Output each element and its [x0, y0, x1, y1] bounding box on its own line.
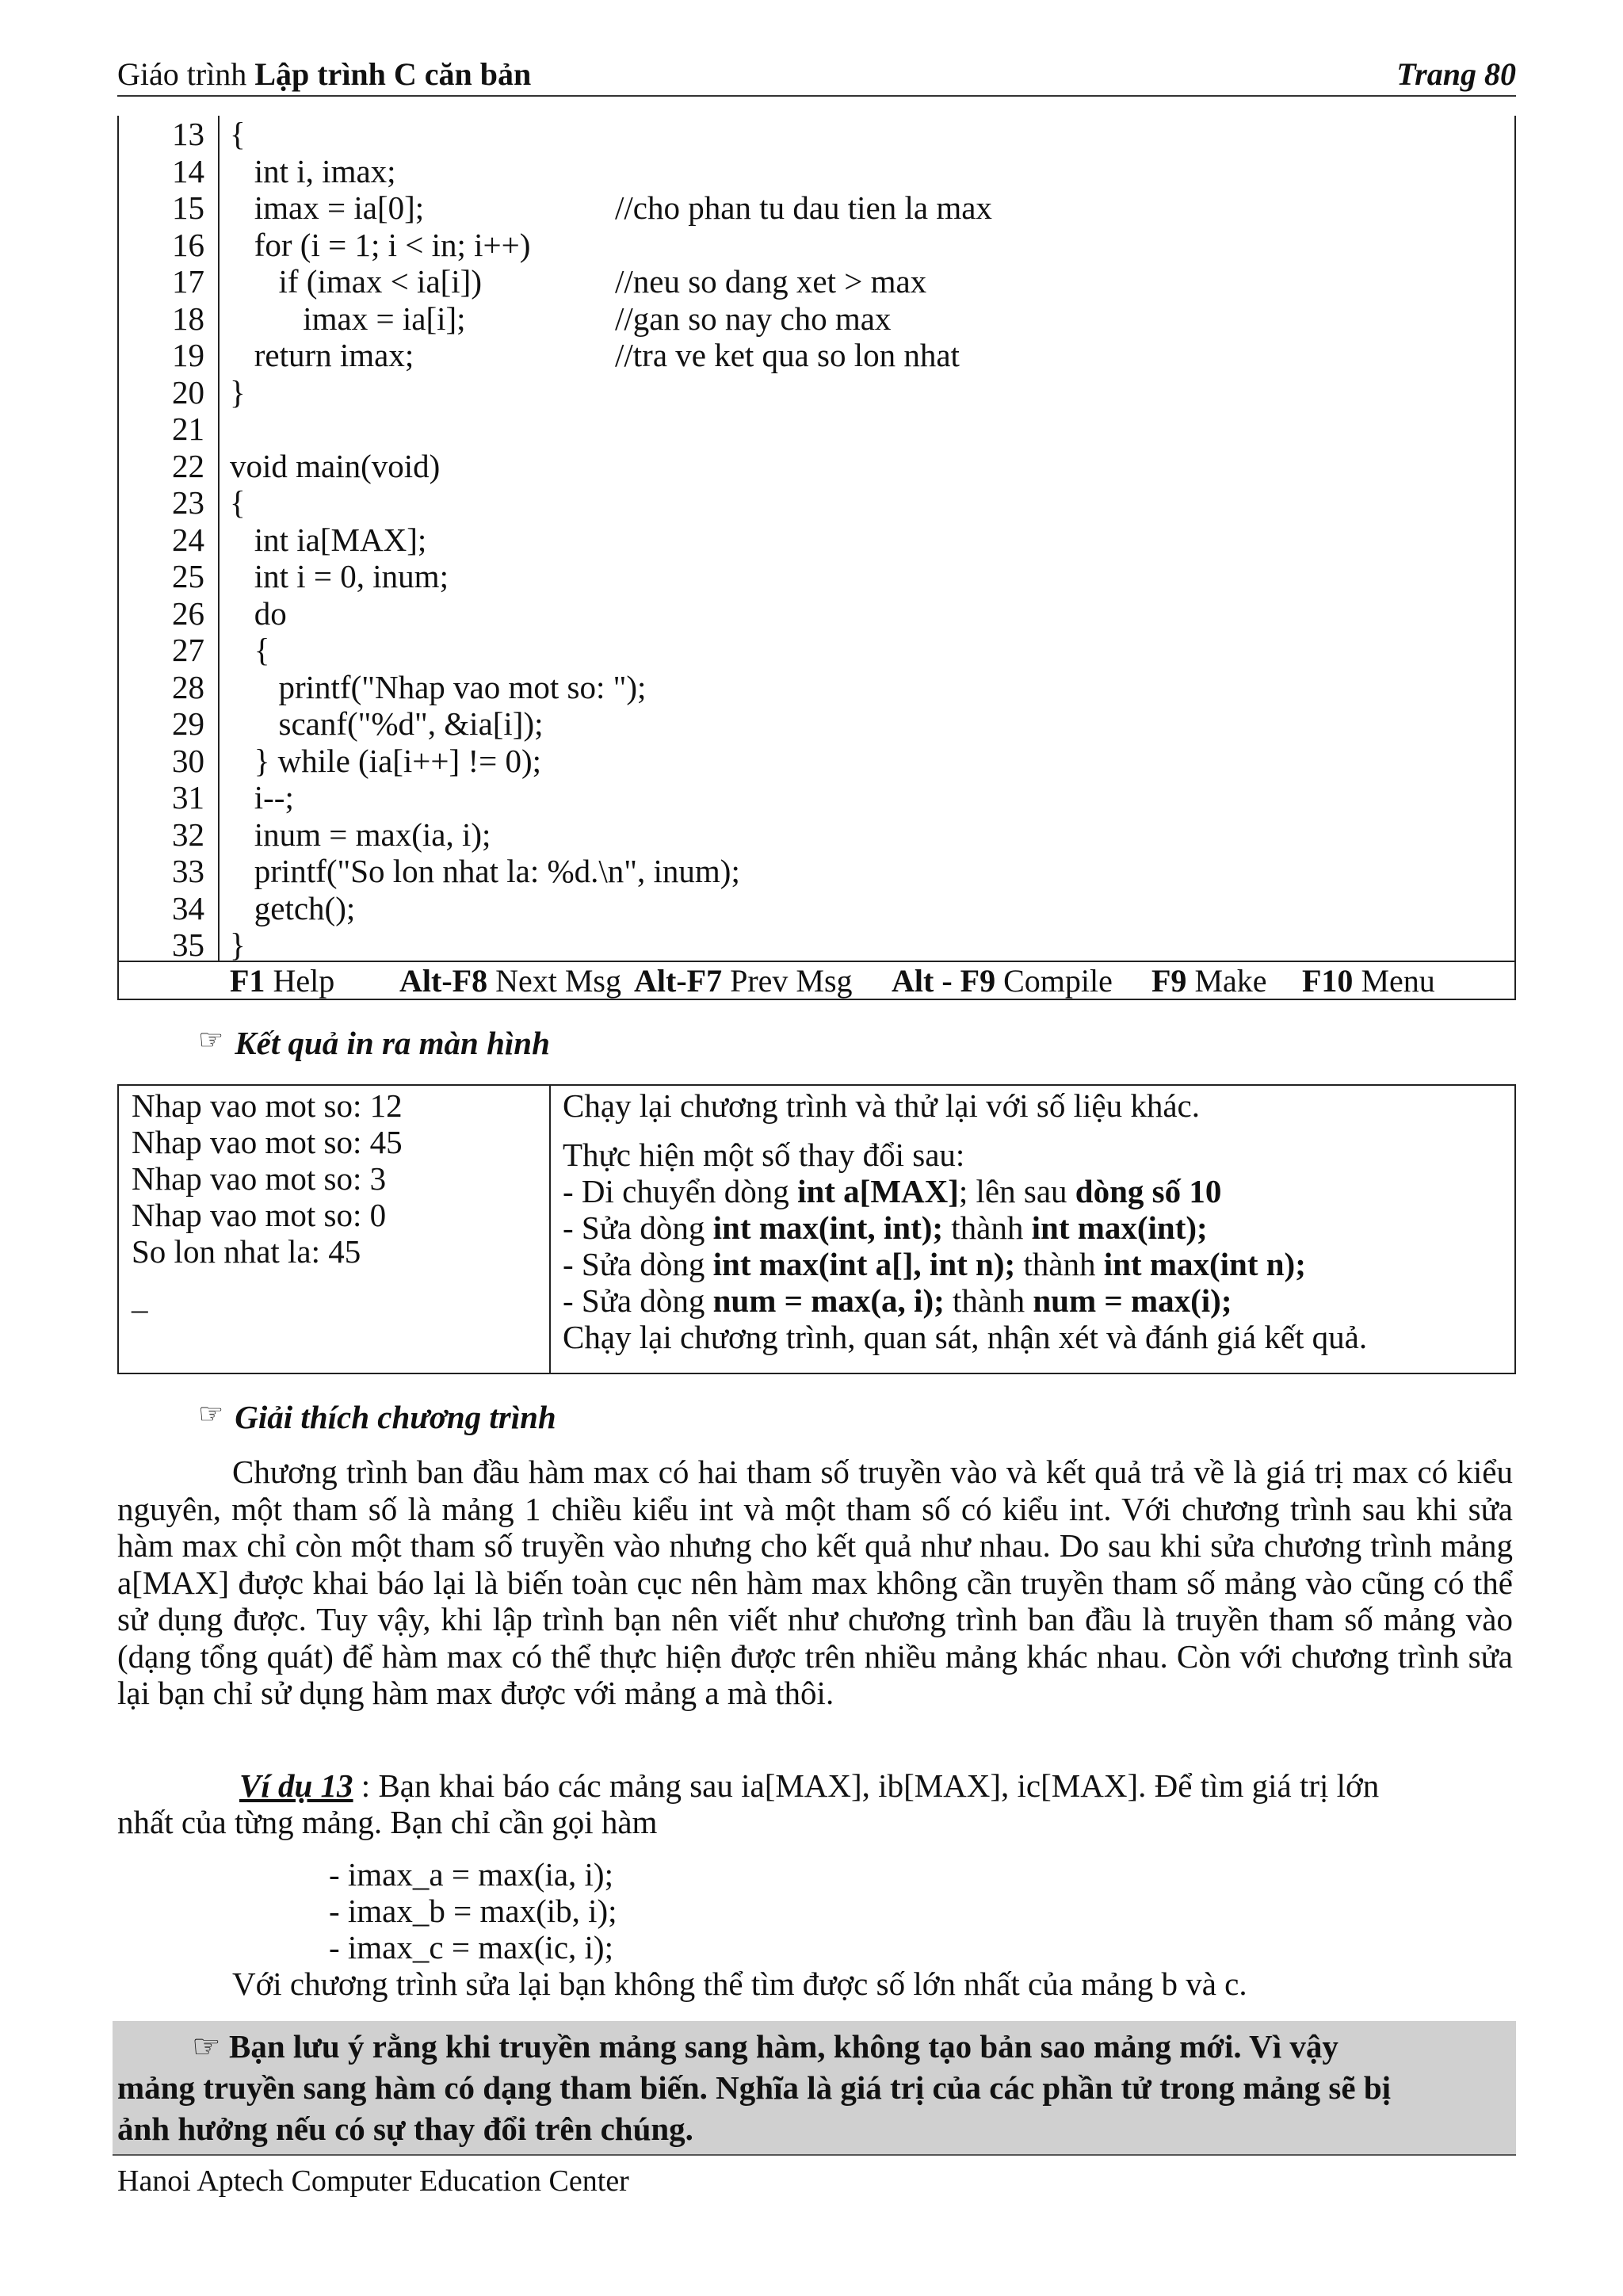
instr-text: thành: [1015, 1246, 1104, 1282]
line-number: 27: [172, 632, 204, 668]
instr-code: num = max(i);: [1033, 1282, 1232, 1319]
code-line: [119, 153, 1514, 190]
note-line-3: ảnh hưởng nếu có sự thay đổi trên chúng.: [117, 2111, 693, 2147]
line-number: 22: [172, 447, 204, 484]
code-line: [119, 189, 1514, 227]
code-text: scanf("%d", &ia[i]);: [230, 705, 544, 742]
code-line: [119, 632, 1514, 669]
code-comment: //gan so nay cho max: [615, 300, 892, 337]
status-f9: [1151, 962, 1267, 1000]
output-line: So lon nhat la: 45: [132, 1233, 361, 1270]
note-line-1: [192, 2026, 1338, 2067]
status-f10: [1302, 962, 1435, 1000]
instruction-item: [563, 1246, 1306, 1282]
code-text: {: [230, 632, 270, 668]
code-line: [119, 558, 1514, 595]
code-line: [119, 853, 1514, 890]
code-line: [119, 411, 1514, 448]
pointing-hand-icon: ☞: [198, 1024, 224, 1056]
pointing-hand-icon: ☞: [198, 1398, 224, 1430]
code-text: int i, imax;: [230, 152, 396, 189]
page-footer: Hanoi Aptech Computer Education Center: [117, 2164, 629, 2198]
code-line: [119, 263, 1514, 300]
code-line: [119, 816, 1514, 854]
instr-text: thành: [944, 1282, 1033, 1319]
code-text: } while (ia[i++] != 0);: [230, 742, 542, 779]
code-line: [119, 595, 1514, 632]
code-text: printf("So lon nhat la: %d.\n", inum);: [230, 853, 740, 889]
code-comment: //neu so dang xet > max: [615, 263, 927, 300]
instr-code: int max(int);: [1031, 1209, 1208, 1246]
code-line: [119, 926, 1514, 964]
code-text: {: [230, 484, 246, 521]
code-text: imax = ia[i];: [230, 300, 466, 337]
output-line: Nhap vao mot so: 0: [132, 1197, 387, 1233]
status-key: Alt-F8: [399, 963, 488, 999]
code-line: [119, 300, 1514, 338]
example-call: - imax_a = max(ia, i);: [329, 1856, 613, 1893]
line-number: 35: [172, 926, 204, 963]
example-call: - imax_c = max(ic, i);: [329, 1929, 613, 1966]
code-text: i--;: [230, 779, 294, 816]
instr-code: dòng số 10: [1075, 1173, 1222, 1209]
line-number: 28: [172, 668, 204, 705]
line-number: 34: [172, 889, 204, 926]
line-number: 18: [172, 300, 204, 337]
result-table: [117, 1084, 1516, 1374]
instruction-end: Chạy lại chương trình, quan sát, nhận xét và đánh giá kết quả.: [563, 1319, 1368, 1355]
instr-text: - Sửa dòng: [563, 1209, 713, 1246]
instruction-item: [563, 1282, 1232, 1319]
example-heading: [239, 1767, 1379, 1804]
book-title: [117, 54, 531, 95]
status-key: Alt-F7: [634, 963, 723, 999]
status-label: Help: [265, 963, 335, 999]
code-text: do: [230, 594, 287, 632]
code-line: [119, 779, 1514, 816]
pointing-hand-icon: ☞: [192, 2028, 221, 2065]
line-number: 19: [172, 337, 204, 373]
status-label: Next Msg: [487, 963, 621, 999]
instr-code: int max(int, int);: [712, 1209, 944, 1246]
status-label: Menu: [1353, 963, 1435, 999]
line-number: 26: [172, 594, 204, 632]
status-label: Compile: [995, 963, 1113, 999]
status-key: Alt - F9: [892, 963, 996, 999]
line-number: 24: [172, 521, 204, 558]
code-line: [119, 521, 1514, 559]
example-text: : Bạn khai báo các mảng sau ia[MAX], ib[MAX], ic[MAX]. Để tìm giá trị lớn: [353, 1767, 1380, 1804]
instruction-rerun: Chạy lại chương trình và thử lại với số liệu khác.: [563, 1087, 1201, 1124]
code-text: return imax;: [230, 337, 414, 373]
instr-text: ; lên sau: [958, 1173, 1075, 1209]
code-line: [119, 484, 1514, 521]
code-text: if (imax < ia[i]): [230, 263, 482, 300]
line-number: 31: [172, 779, 204, 816]
status-key: F10: [1302, 963, 1354, 999]
result-title-text: Kết quả in ra màn hình: [235, 1025, 550, 1061]
line-number: 13: [172, 116, 204, 152]
ide-status-bar: [119, 961, 1514, 1000]
instruction-item: [563, 1209, 1208, 1246]
code-text: void main(void): [230, 447, 441, 484]
code-text: int i = 0, inum;: [230, 558, 449, 594]
output-line: Nhap vao mot so: 12: [132, 1087, 403, 1124]
code-line: [119, 890, 1514, 927]
result-column-divider: [549, 1086, 551, 1373]
instr-code: num = max(a, i);: [712, 1282, 945, 1319]
line-number: 29: [172, 705, 204, 742]
explain-section-title: [198, 1398, 556, 1436]
example-conclusion: Với chương trình sửa lại bạn không thể tìm được số lớn nhất của mảng b và c.: [232, 1966, 1247, 2002]
code-text: for (i = 1; i < in; i++): [230, 226, 531, 263]
line-number: 17: [172, 263, 204, 300]
code-line: [119, 374, 1514, 411]
line-number: 30: [172, 742, 204, 779]
instruction-intro: Thực hiện một số thay đổi sau:: [563, 1137, 965, 1173]
instr-text: thành: [943, 1209, 1032, 1246]
status-alt-f7: [634, 962, 853, 1000]
line-number: 16: [172, 226, 204, 263]
code-text: printf("Nhap vao mot so: ");: [230, 668, 647, 705]
note-text: Bạn lưu ý rằng khi truyền mảng sang hàm, không tạo bản sao mảng mới. Vì vậy: [220, 2028, 1338, 2065]
code-line: [119, 705, 1514, 743]
code-line: [119, 337, 1514, 374]
status-key: F1: [230, 963, 265, 999]
code-text: imax = ia[0];: [230, 189, 425, 226]
instruction-item: [563, 1173, 1221, 1209]
line-number: 14: [172, 152, 204, 189]
code-text: }: [230, 926, 246, 963]
instr-text: - Sửa dòng: [563, 1282, 713, 1319]
instr-code: int a[MAX]: [797, 1173, 959, 1209]
line-number: 32: [172, 816, 204, 853]
output-line: Nhap vao mot so: 3: [132, 1160, 387, 1197]
note-line-2: mảng truyền sang hàm có dạng tham biến. Nghĩa là giá trị của các phần tử trong mảng sẽ bị: [117, 2069, 1392, 2106]
code-text: getch();: [230, 889, 356, 926]
code-listing: [117, 116, 1516, 1000]
book-title-bold: Lập trình C căn bản: [254, 56, 532, 92]
explain-title-text: Giải thích chương trình: [235, 1399, 556, 1435]
code-line: [119, 448, 1514, 485]
book-title-prefix: Giáo trình: [117, 56, 247, 92]
page-header: [117, 54, 1516, 97]
line-number: 25: [172, 558, 204, 594]
code-text: inum = max(ia, i);: [230, 816, 491, 853]
instr-code: int max(int n);: [1103, 1246, 1306, 1282]
code-text: int ia[MAX];: [230, 521, 427, 558]
output-line: Nhap vao mot so: 45: [132, 1124, 403, 1160]
code-line: [119, 116, 1514, 153]
output-cursor: _: [132, 1279, 148, 1316]
code-text: }: [230, 373, 246, 411]
code-comment: //tra ve ket qua so lon nhat: [615, 337, 960, 373]
line-number: 21: [172, 411, 204, 447]
code-line: [119, 669, 1514, 706]
instr-text: - Sửa dòng: [563, 1246, 713, 1282]
line-number: 20: [172, 373, 204, 411]
instr-code: int max(int a[], int n);: [712, 1246, 1016, 1282]
line-number: 33: [172, 853, 204, 889]
example-call: - imax_b = max(ib, i);: [329, 1893, 617, 1929]
status-alt-f9: [892, 962, 1113, 1000]
code-line: [119, 743, 1514, 780]
status-key: F9: [1151, 963, 1187, 999]
instr-text: - Di chuyển dòng: [563, 1173, 798, 1209]
status-label: Make: [1186, 963, 1267, 999]
line-number: 15: [172, 189, 204, 226]
status-alt-f8: [399, 962, 621, 1000]
line-number: 23: [172, 484, 204, 521]
example-text-line2: nhất của từng mảng. Bạn chỉ cần gọi hàm: [117, 1804, 658, 1840]
page-number: Trang 80: [1396, 56, 1516, 92]
code-line: [119, 227, 1514, 264]
note-box: [113, 2021, 1516, 2156]
example-label: Ví dụ 13: [239, 1767, 353, 1804]
status-f1: [230, 962, 334, 1000]
result-section-title: [198, 1024, 550, 1062]
code-text: {: [230, 116, 246, 152]
explanation-paragraph: Chương trình ban đầu hàm max có hai tham số truyền vào và kết quả trả về là giá trị max có kiểu nguyên, một tham số là mảng 1 chiều kiểu int và một tham số có kiểu int. Với chương trình sau khi sửa hàm max chỉ còn một tham số truyền vào nhưng cho kết quả như nhau. Do sau khi sửa chương trình mảng a[MAX] được khai báo lại là biến toàn cục nên hàm max không cần truyền tham số mảng vào cũng có thể sử dụng được. Tuy vậy, khi lập trình bạn nên viết như chương trình ban đầu là truyền tham số mảng vào (dạng tổng quát) để hàm max có thể thực hiện được trên nhiều mảng khác nhau. Còn với chương trình sửa lại bạn chỉ sử dụng hàm max được với mảng a mà thôi.: [117, 1454, 1513, 1711]
status-label: Prev Msg: [722, 963, 853, 999]
code-comment: //cho phan tu dau tien la max: [615, 189, 992, 226]
